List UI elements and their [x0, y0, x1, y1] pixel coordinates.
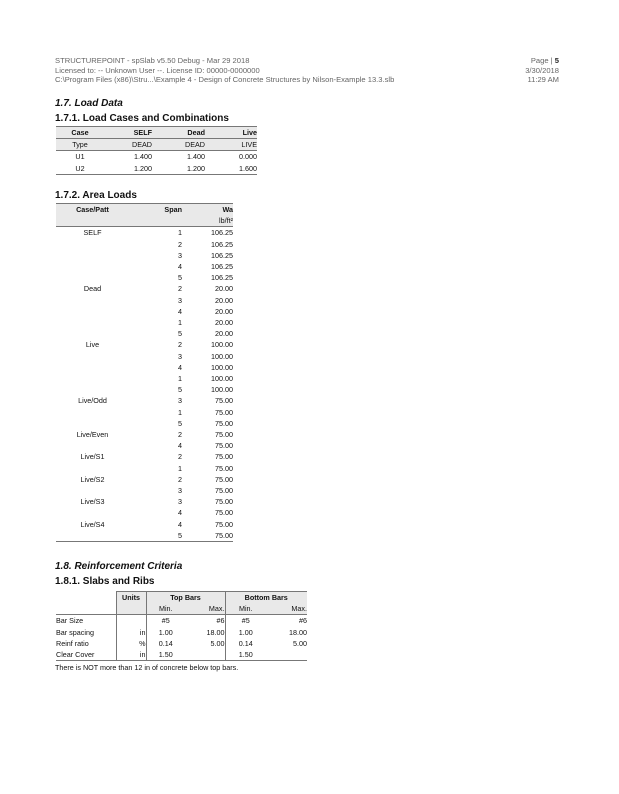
- table-row: [56, 250, 233, 261]
- table-cell: 4: [178, 306, 182, 316]
- table-cell: 3: [178, 396, 182, 406]
- header-time: 11:29 AM: [527, 75, 559, 85]
- table-cell: Units: [116, 592, 146, 604]
- table-row: [56, 306, 233, 317]
- table-cell: Live: [205, 127, 257, 139]
- table-cell: 75.00: [215, 396, 233, 406]
- table-cell: 106.25: [211, 250, 233, 260]
- header-line-2: Licensed to: -- Unknown User --. License ID: 00000-0000000: [55, 65, 260, 75]
- table-cell: Live/Odd: [78, 396, 107, 406]
- table-cell: 4: [178, 362, 182, 372]
- table-cell: U1: [75, 152, 85, 162]
- table-row: [56, 339, 233, 350]
- table-cell: 1: [178, 463, 182, 473]
- table-cell: 1: [178, 228, 182, 238]
- table-type-row: [56, 139, 257, 151]
- table-cell: 1.400: [134, 152, 152, 162]
- table-row: [56, 362, 233, 373]
- table-cell: 106.25: [211, 273, 233, 283]
- table-cell: #5: [146, 615, 185, 627]
- table-cell: #6: [216, 616, 225, 626]
- table-cell: Clear Cover: [56, 649, 116, 661]
- table-cell: SELF: [83, 228, 102, 238]
- table-cell: [56, 317, 129, 328]
- table-cell: Live/S3: [80, 497, 105, 507]
- header-line-3: C:\Program Files (x86)\Stru...\Example 4 - Design of Concrete Structures by Nilson-Example 13.3.slb: [55, 75, 395, 85]
- table-cell: 75.00: [215, 418, 233, 428]
- table-cell: Bottom Bars: [225, 592, 307, 604]
- table-row: [56, 317, 233, 328]
- table-cell: 1: [178, 407, 182, 417]
- table-cell: [56, 384, 129, 395]
- table-cell: 75.00: [215, 519, 233, 529]
- table-row: [56, 649, 307, 661]
- table-row: [56, 474, 233, 485]
- table-row: [56, 351, 233, 362]
- table-cell: in: [116, 649, 146, 661]
- table-cell: Case: [56, 127, 104, 139]
- table-cell: [56, 351, 129, 362]
- table-row: [56, 239, 233, 250]
- table-row: [56, 384, 233, 395]
- page-number: 5: [554, 56, 559, 65]
- table-row: [56, 407, 233, 418]
- area-loads-table: [56, 203, 233, 542]
- table-row: [56, 638, 307, 649]
- table-cell: Case/Patt: [56, 204, 129, 216]
- table-cell: 75.00: [182, 530, 233, 542]
- table-cell: Span: [129, 204, 182, 216]
- subsection-title-area-loads: 1.7.2. Area Loads: [55, 190, 137, 201]
- table-cell: 18.00: [206, 627, 225, 637]
- table-cell: 0.14: [146, 638, 185, 649]
- table-row: [56, 507, 233, 518]
- table-unit-row: [56, 215, 233, 227]
- table-cell: [116, 603, 146, 615]
- table-row: [56, 261, 233, 272]
- table-cell: 106.25: [211, 239, 233, 249]
- table-header-row: [56, 127, 257, 139]
- table-cell: 3: [178, 486, 182, 496]
- table-cell: Min.: [146, 603, 185, 615]
- table-cell: [266, 649, 307, 661]
- table-cell: Top Bars: [146, 592, 225, 604]
- table-row: [56, 530, 233, 542]
- table-cell: 75.00: [215, 497, 233, 507]
- table-cell: 18.00: [289, 627, 307, 637]
- table-cell: 3: [178, 295, 182, 305]
- table-cell: 106.25: [211, 228, 233, 238]
- table-cell: Live/S1: [80, 452, 105, 462]
- table-row: [56, 395, 233, 406]
- section-title-reinforcement: 1.8. Reinforcement Criteria: [55, 561, 183, 572]
- table-cell: [56, 530, 129, 542]
- table-cell: 1: [178, 374, 182, 384]
- load-cases-table: [56, 126, 257, 175]
- table-cell: lb/ft²: [182, 215, 233, 227]
- table-row: [56, 496, 233, 507]
- table-cell: [56, 463, 129, 474]
- table-cell: LIVE: [205, 139, 257, 151]
- page-header-right: [525, 56, 559, 85]
- reinforcement-table: [56, 591, 307, 661]
- table-cell: [185, 649, 225, 661]
- table-cell: 1.50: [225, 649, 266, 661]
- table-header-row: [56, 204, 233, 216]
- table-cell: Max.: [185, 603, 225, 615]
- table-cell: 100.00: [211, 385, 233, 395]
- table-cell: Bar Size: [56, 616, 84, 626]
- table-row: [56, 151, 257, 163]
- table-cell: 3: [178, 250, 182, 260]
- table-cell: 75.00: [215, 430, 233, 440]
- table-cell: 75.00: [215, 441, 233, 451]
- table-cell: 20.00: [215, 295, 233, 305]
- table-cell: 4: [178, 508, 182, 518]
- table-cell: [56, 239, 129, 250]
- table-row: [56, 485, 233, 496]
- table-row: [56, 373, 233, 384]
- table-cell: Live/S2: [80, 474, 105, 484]
- table-cell: Live: [85, 340, 100, 350]
- table-cell: 1: [178, 318, 182, 328]
- header-date: 3/30/2018: [525, 65, 559, 75]
- table-cell: 3: [178, 351, 182, 361]
- table-cell: [56, 328, 129, 339]
- table-cell: 2: [178, 239, 182, 249]
- table-row: [56, 328, 233, 339]
- table-cell: 1.00: [225, 627, 266, 638]
- table-cell: 75.00: [215, 463, 233, 473]
- table-cell: Live/Even: [76, 430, 109, 440]
- table-cell: Dead: [152, 127, 205, 139]
- table-header-row: [56, 592, 307, 604]
- table-cell: [56, 373, 129, 384]
- table-cell: Wa: [182, 204, 233, 216]
- subsection-title-slabs-ribs: 1.8.1. Slabs and Ribs: [55, 576, 155, 587]
- table-row: [56, 418, 233, 429]
- table-cell: Reinf ratio: [56, 638, 89, 648]
- table-cell: [56, 306, 129, 317]
- table-cell: [56, 592, 116, 604]
- table-cell: [56, 215, 129, 227]
- table-cell: U2: [56, 163, 104, 175]
- table-cell: %: [116, 638, 146, 649]
- table-cell: 5: [178, 273, 182, 283]
- page-header-left: [55, 56, 394, 85]
- table-row: [56, 295, 233, 306]
- table-cell: 0.14: [225, 638, 266, 649]
- table-row: [56, 272, 233, 283]
- table-row: [56, 463, 233, 474]
- table-cell: [56, 440, 129, 451]
- table-row: [56, 163, 257, 175]
- table-cell: Min.: [225, 603, 266, 615]
- table-cell: [116, 615, 146, 627]
- table-cell: Bar spacing: [56, 627, 94, 637]
- table-cell: 1.600: [205, 163, 257, 175]
- table-cell: [56, 485, 129, 496]
- table-cell: [56, 603, 116, 615]
- table-cell: SELF: [104, 127, 152, 139]
- table-cell: Max.: [266, 603, 307, 615]
- table-cell: #6: [299, 616, 307, 626]
- table-cell: 5: [129, 530, 182, 542]
- table-cell: 20.00: [215, 329, 233, 339]
- reinforcement-note: There is NOT more than 12 in of concrete below top bars.: [55, 663, 239, 672]
- table-cell: 100.00: [211, 351, 233, 361]
- table-row: [56, 227, 233, 239]
- table-cell: DEAD: [152, 139, 205, 151]
- table-cell: [56, 407, 129, 418]
- table-cell: 1.00: [146, 627, 185, 638]
- table-cell: 2: [178, 340, 182, 350]
- table-cell: 4: [178, 262, 182, 272]
- page-indicator: Page | 5: [530, 56, 559, 65]
- table-cell: 5: [178, 418, 182, 428]
- table-cell: 75.00: [215, 452, 233, 462]
- table-row: [56, 451, 233, 462]
- table-cell: 5: [178, 385, 182, 395]
- table-cell: 4: [178, 441, 182, 451]
- table-cell: #5: [225, 615, 266, 627]
- table-cell: [56, 250, 129, 261]
- table-cell: 0.000: [239, 152, 257, 162]
- table-cell: 5: [178, 329, 182, 339]
- table-cell: Live/S4: [80, 519, 105, 529]
- table-cell: 75.00: [215, 508, 233, 518]
- table-cell: 100.00: [211, 374, 233, 384]
- table-row: [56, 283, 233, 294]
- table-cell: 1.200: [104, 163, 152, 175]
- table-cell: 20.00: [215, 284, 233, 294]
- table-cell: [56, 362, 129, 373]
- subsection-title-load-cases: 1.7.1. Load Cases and Combinations: [55, 113, 229, 124]
- table-subheader-row: [56, 603, 307, 615]
- table-cell: 2: [178, 284, 182, 294]
- table-cell: [129, 215, 182, 227]
- table-cell: [56, 507, 129, 518]
- table-cell: 1.400: [187, 152, 205, 162]
- table-cell: 75.00: [215, 474, 233, 484]
- table-cell: in: [116, 627, 146, 638]
- table-cell: 1.50: [146, 649, 185, 661]
- table-cell: 106.25: [211, 262, 233, 272]
- table-cell: 2: [178, 452, 182, 462]
- table-cell: Type: [56, 139, 104, 151]
- table-row: [56, 615, 307, 627]
- table-cell: DEAD: [104, 139, 152, 151]
- table-row: [56, 627, 307, 638]
- table-cell: [56, 272, 129, 283]
- header-line-1: STRUCTUREPOINT - spSlab v5.50 Debug - Mar 29 2018: [55, 56, 250, 65]
- table-cell: 2: [178, 430, 182, 440]
- table-cell: 5.00: [293, 638, 307, 648]
- table-cell: 1.200: [152, 163, 205, 175]
- table-cell: 2: [178, 474, 182, 484]
- table-row: [56, 440, 233, 451]
- section-title-load-data: 1.7. Load Data: [55, 98, 123, 109]
- table-cell: [56, 418, 129, 429]
- table-cell: [56, 261, 129, 272]
- table-cell: 75.00: [215, 486, 233, 496]
- table-cell: 100.00: [211, 362, 233, 372]
- table-cell: 4: [178, 519, 182, 529]
- table-cell: 20.00: [215, 306, 233, 316]
- table-row: [56, 429, 233, 440]
- table-cell: 100.00: [211, 340, 233, 350]
- table-cell: Dead: [83, 284, 102, 294]
- table-cell: 5.00: [210, 638, 225, 648]
- table-cell: 75.00: [215, 407, 233, 417]
- table-cell: [56, 295, 129, 306]
- table-row: [56, 519, 233, 530]
- table-cell: 20.00: [215, 318, 233, 328]
- table-cell: 3: [178, 497, 182, 507]
